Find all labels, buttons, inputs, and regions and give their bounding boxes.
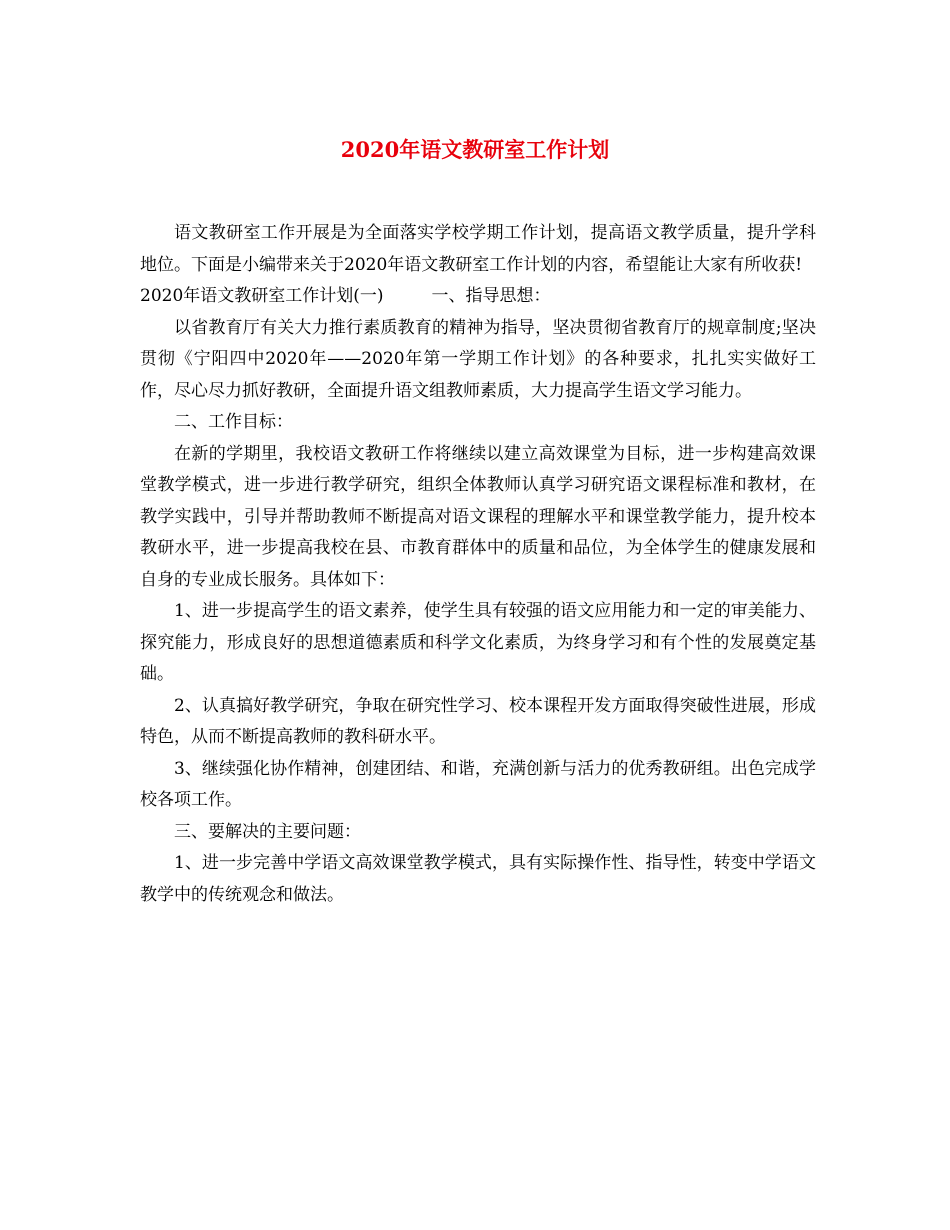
goal-2-paragraph: 2、认真搞好教学研究，争取在研究性学习、校本课程开发方面取得突破性进展，形成特色，从而不断提高教师的教科研水平。 (140, 695, 816, 747)
subtitle-line (140, 281, 816, 313)
section2-paragraph: 在新的学期里，我校语文教研工作将继续以建立高效课堂为目标，进一步构建高效课堂教学模式，进一步进行教学研究，组织全体教师认真学习研究语文课程标准和教材，在教学实践中，引导并帮助教师不断提高对语文课程的理解水平和课堂教学能力，提升校本教研水平，进一步提高我校在县、市教育群体中的质量和品位，为全体学生的健康发展和自身的专业成长服务。具体如下： (140, 443, 816, 590)
document-title: 2020年语文教研室工作计划 (340, 137, 610, 162)
goal-1-paragraph: 1、进一步提高学生的语文素养，使学生具有较强的语文应用能力和一定的审美能力、探究能力，形成良好的思想道德素质和科学文化素质，为终身学习和有个性的发展奠定基础。 (140, 601, 816, 684)
plan-subtitle: 2020年语文教研室工作计划(一) (140, 286, 384, 306)
section2-heading: 二、工作目标： (174, 412, 293, 432)
document-body (140, 218, 816, 911)
section1-heading: 一、指导思想： (431, 286, 551, 306)
section3-heading: 三、要解决的主要问题： (174, 821, 361, 842)
goal-3-paragraph: 3、继续强化协作精神，创建团结、和谐，充满创新与活力的优秀教研组。出色完成学校各项工作。 (140, 758, 816, 810)
problem-1-paragraph: 1、进一步完善中学语文高效课堂教学模式，具有实际操作性、指导性，转变中学语文教学中的传统观念和做法。 (140, 853, 816, 905)
section1-paragraph: 以省教育厅有关大力推行素质教育的精神为指导，坚决贯彻省教育厅的规章制度;坚决贯彻《宁阳四中2020年——2020年第一学期工作计划》的各种要求，扎扎实实做好工作，尽心尽力抓好教研，全面提升语文组教师素质，大力提高学生语文学习能力。 (140, 317, 816, 401)
intro-paragraph: 语文教研室工作开展是为全面落实学校学期工作计划，提高语文教学质量，提升学科地位。下面是小编带来关于2020年语文教研室工作计划的内容，希望能让大家有所收获! (140, 223, 816, 275)
